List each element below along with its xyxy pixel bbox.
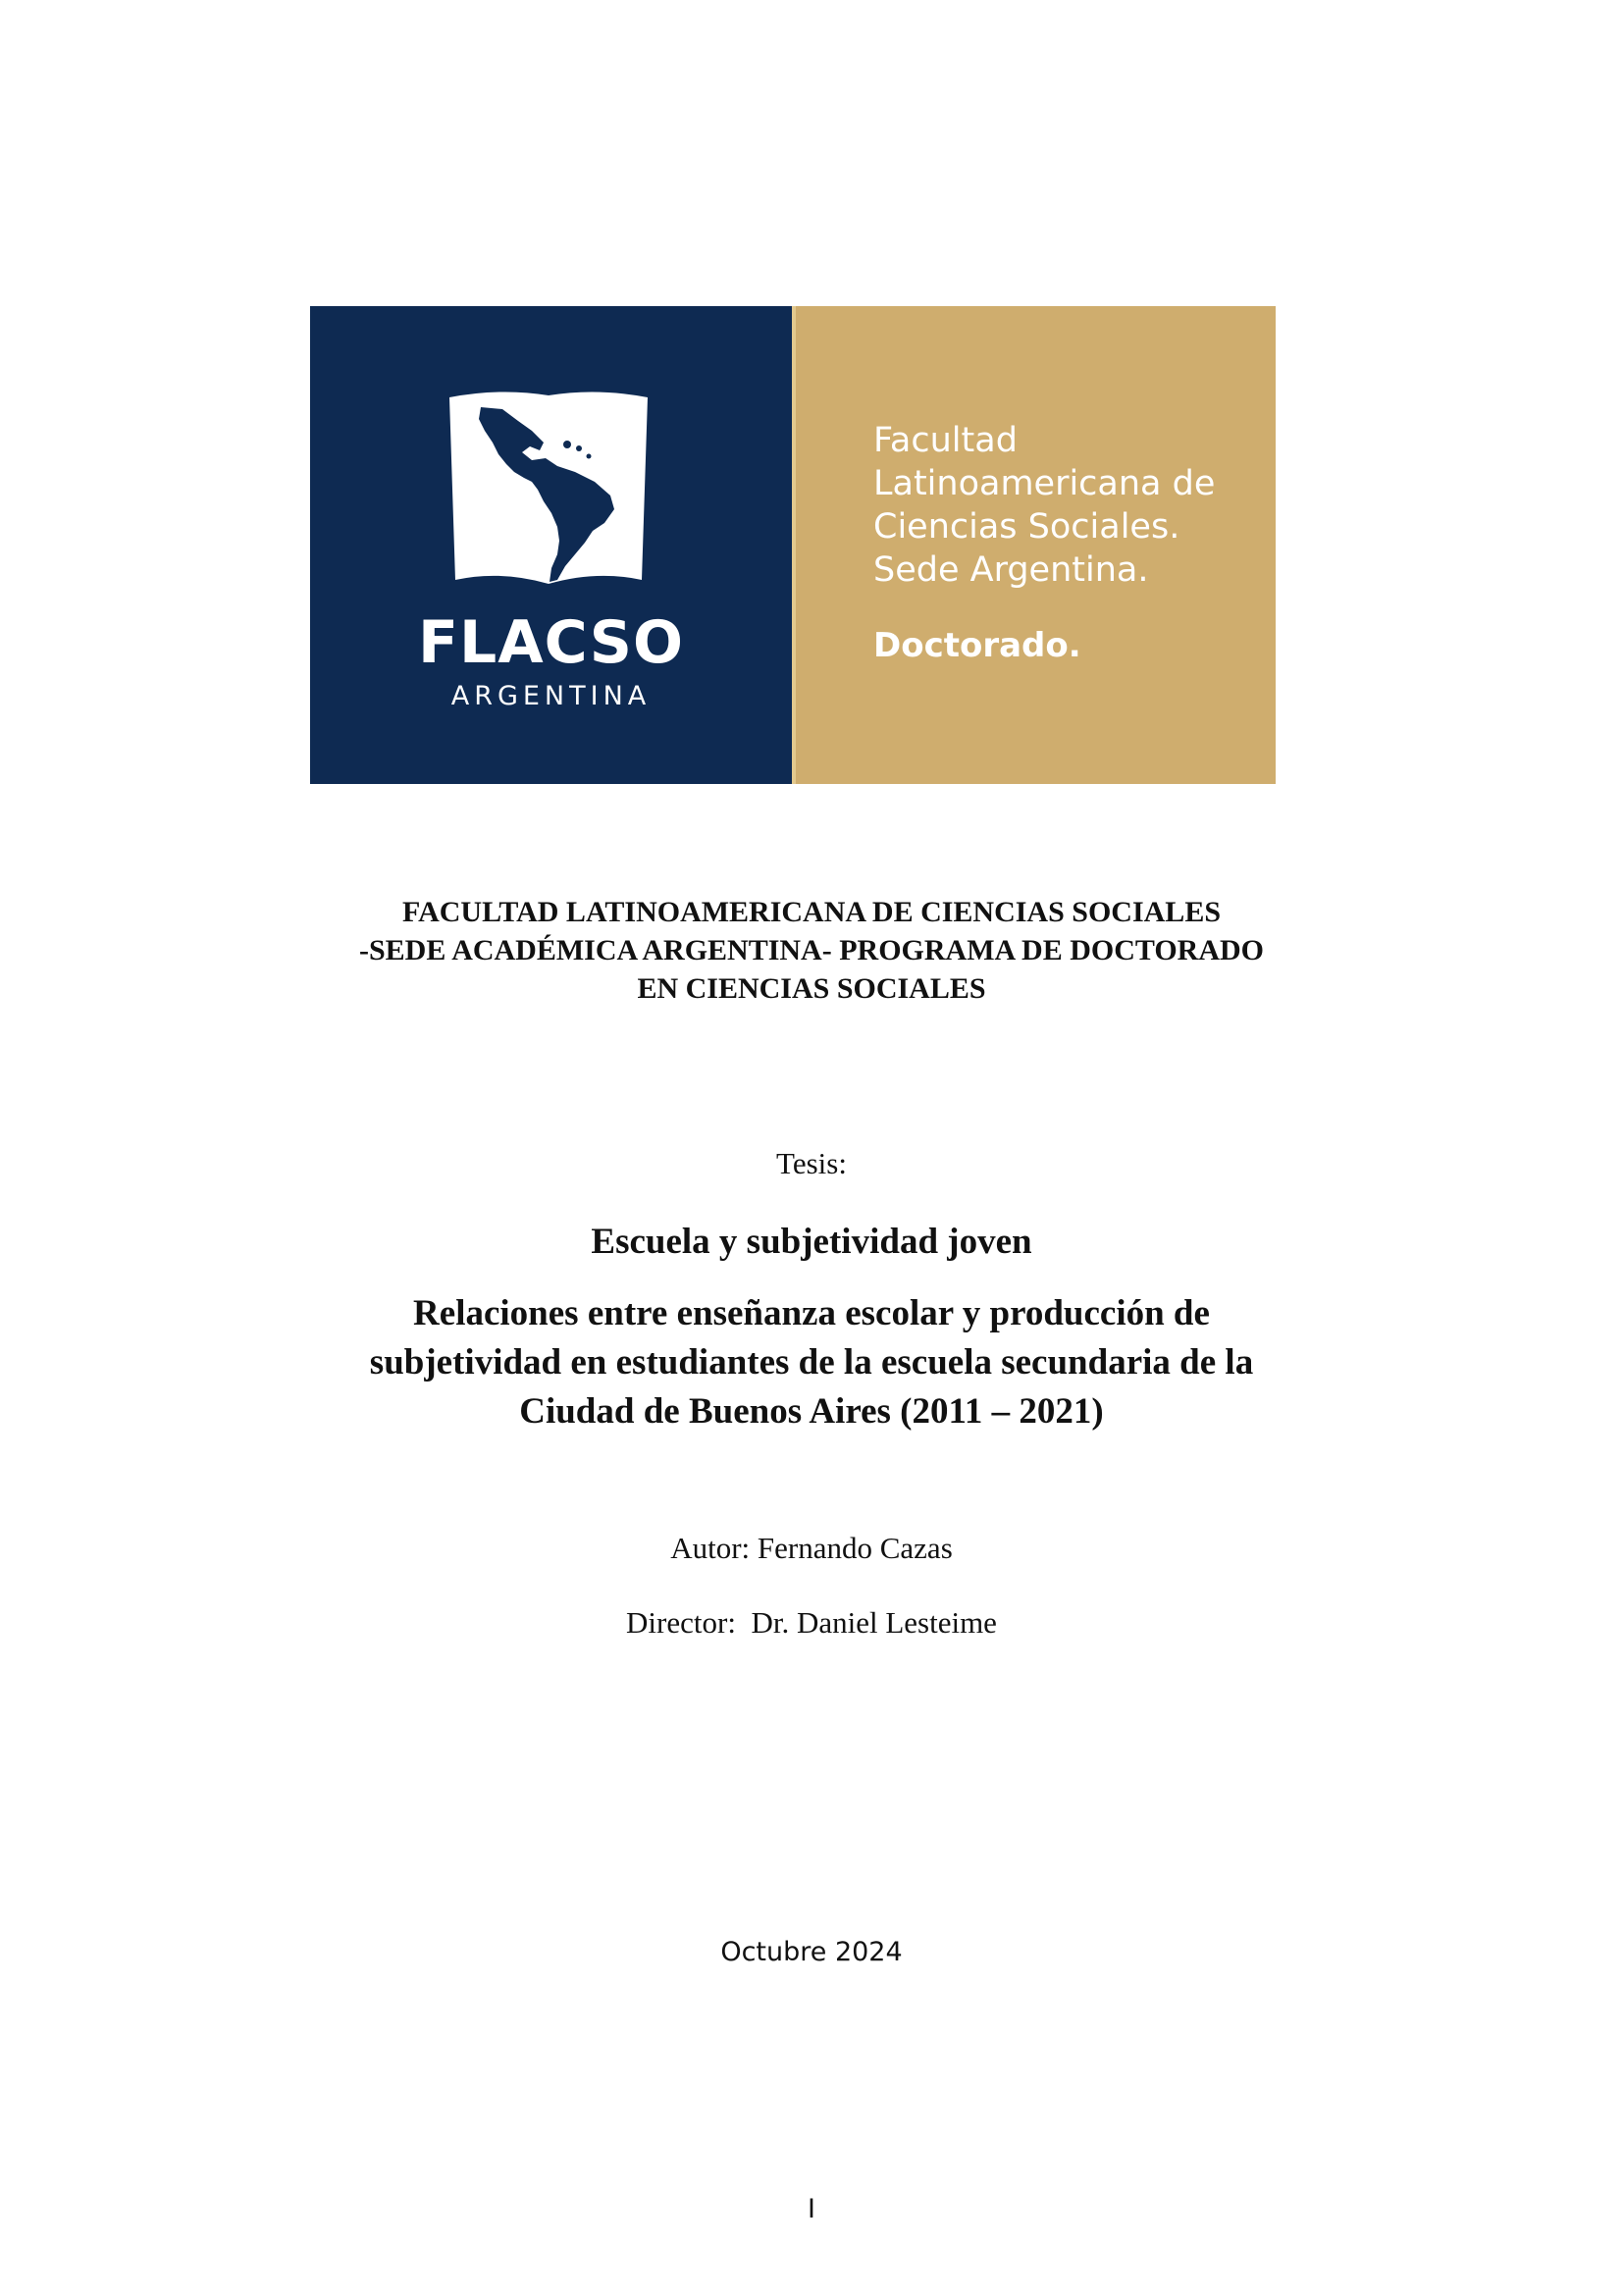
latin-america-map-shield-icon bbox=[442, 388, 655, 598]
logo-program-label: Doctorado. bbox=[873, 626, 1081, 665]
director-line: Director: Dr. Daniel Lesteime bbox=[626, 1605, 997, 1640]
flacso-logo bbox=[310, 306, 1276, 784]
logo-text-line: Latinoamericana de bbox=[873, 464, 1216, 503]
institution-line: FACULTAD LATINOAMERICANA DE CIENCIAS SOCIALES bbox=[401, 896, 1222, 928]
logo-gold-panel bbox=[792, 306, 1276, 784]
logo-text-line: Facultad bbox=[873, 421, 1018, 460]
logo-text-line: Ciencias Sociales. bbox=[873, 507, 1180, 547]
logo-navy-panel bbox=[310, 306, 792, 784]
institution-heading bbox=[0, 893, 1623, 1008]
institution-line: -SEDE ACADÉMICA ARGENTINA- PROGRAMA DE DOCTORADO bbox=[358, 934, 1265, 966]
logo-institution-text bbox=[873, 419, 1215, 592]
thesis-label: Tesis: bbox=[776, 1146, 847, 1180]
thesis-subtitle bbox=[0, 1289, 1623, 1436]
logo-brand-country: ARGENTINA bbox=[450, 681, 652, 711]
logo-text-line: Sede Argentina. bbox=[873, 550, 1149, 590]
author-line: Autor: Fernando Cazas bbox=[670, 1531, 953, 1565]
page-number: I bbox=[808, 2194, 815, 2224]
thesis-subtitle-line: Ciudad de Buenos Aires (2011 – 2021) bbox=[519, 1391, 1104, 1432]
thesis-subtitle-line: Relaciones entre enseñanza escolar y producción de bbox=[413, 1293, 1210, 1333]
thesis-subtitle-line: subjetividad en estudiantes de la escuela secundaria de la bbox=[369, 1342, 1254, 1383]
institution-line: EN CIENCIAS SOCIALES bbox=[637, 972, 986, 1005]
logo-brand-name: FLACSO bbox=[417, 608, 685, 677]
thesis-title: Escuela y subjetividad joven bbox=[591, 1222, 1032, 1262]
publication-date: Octubre 2024 bbox=[720, 1937, 903, 1967]
